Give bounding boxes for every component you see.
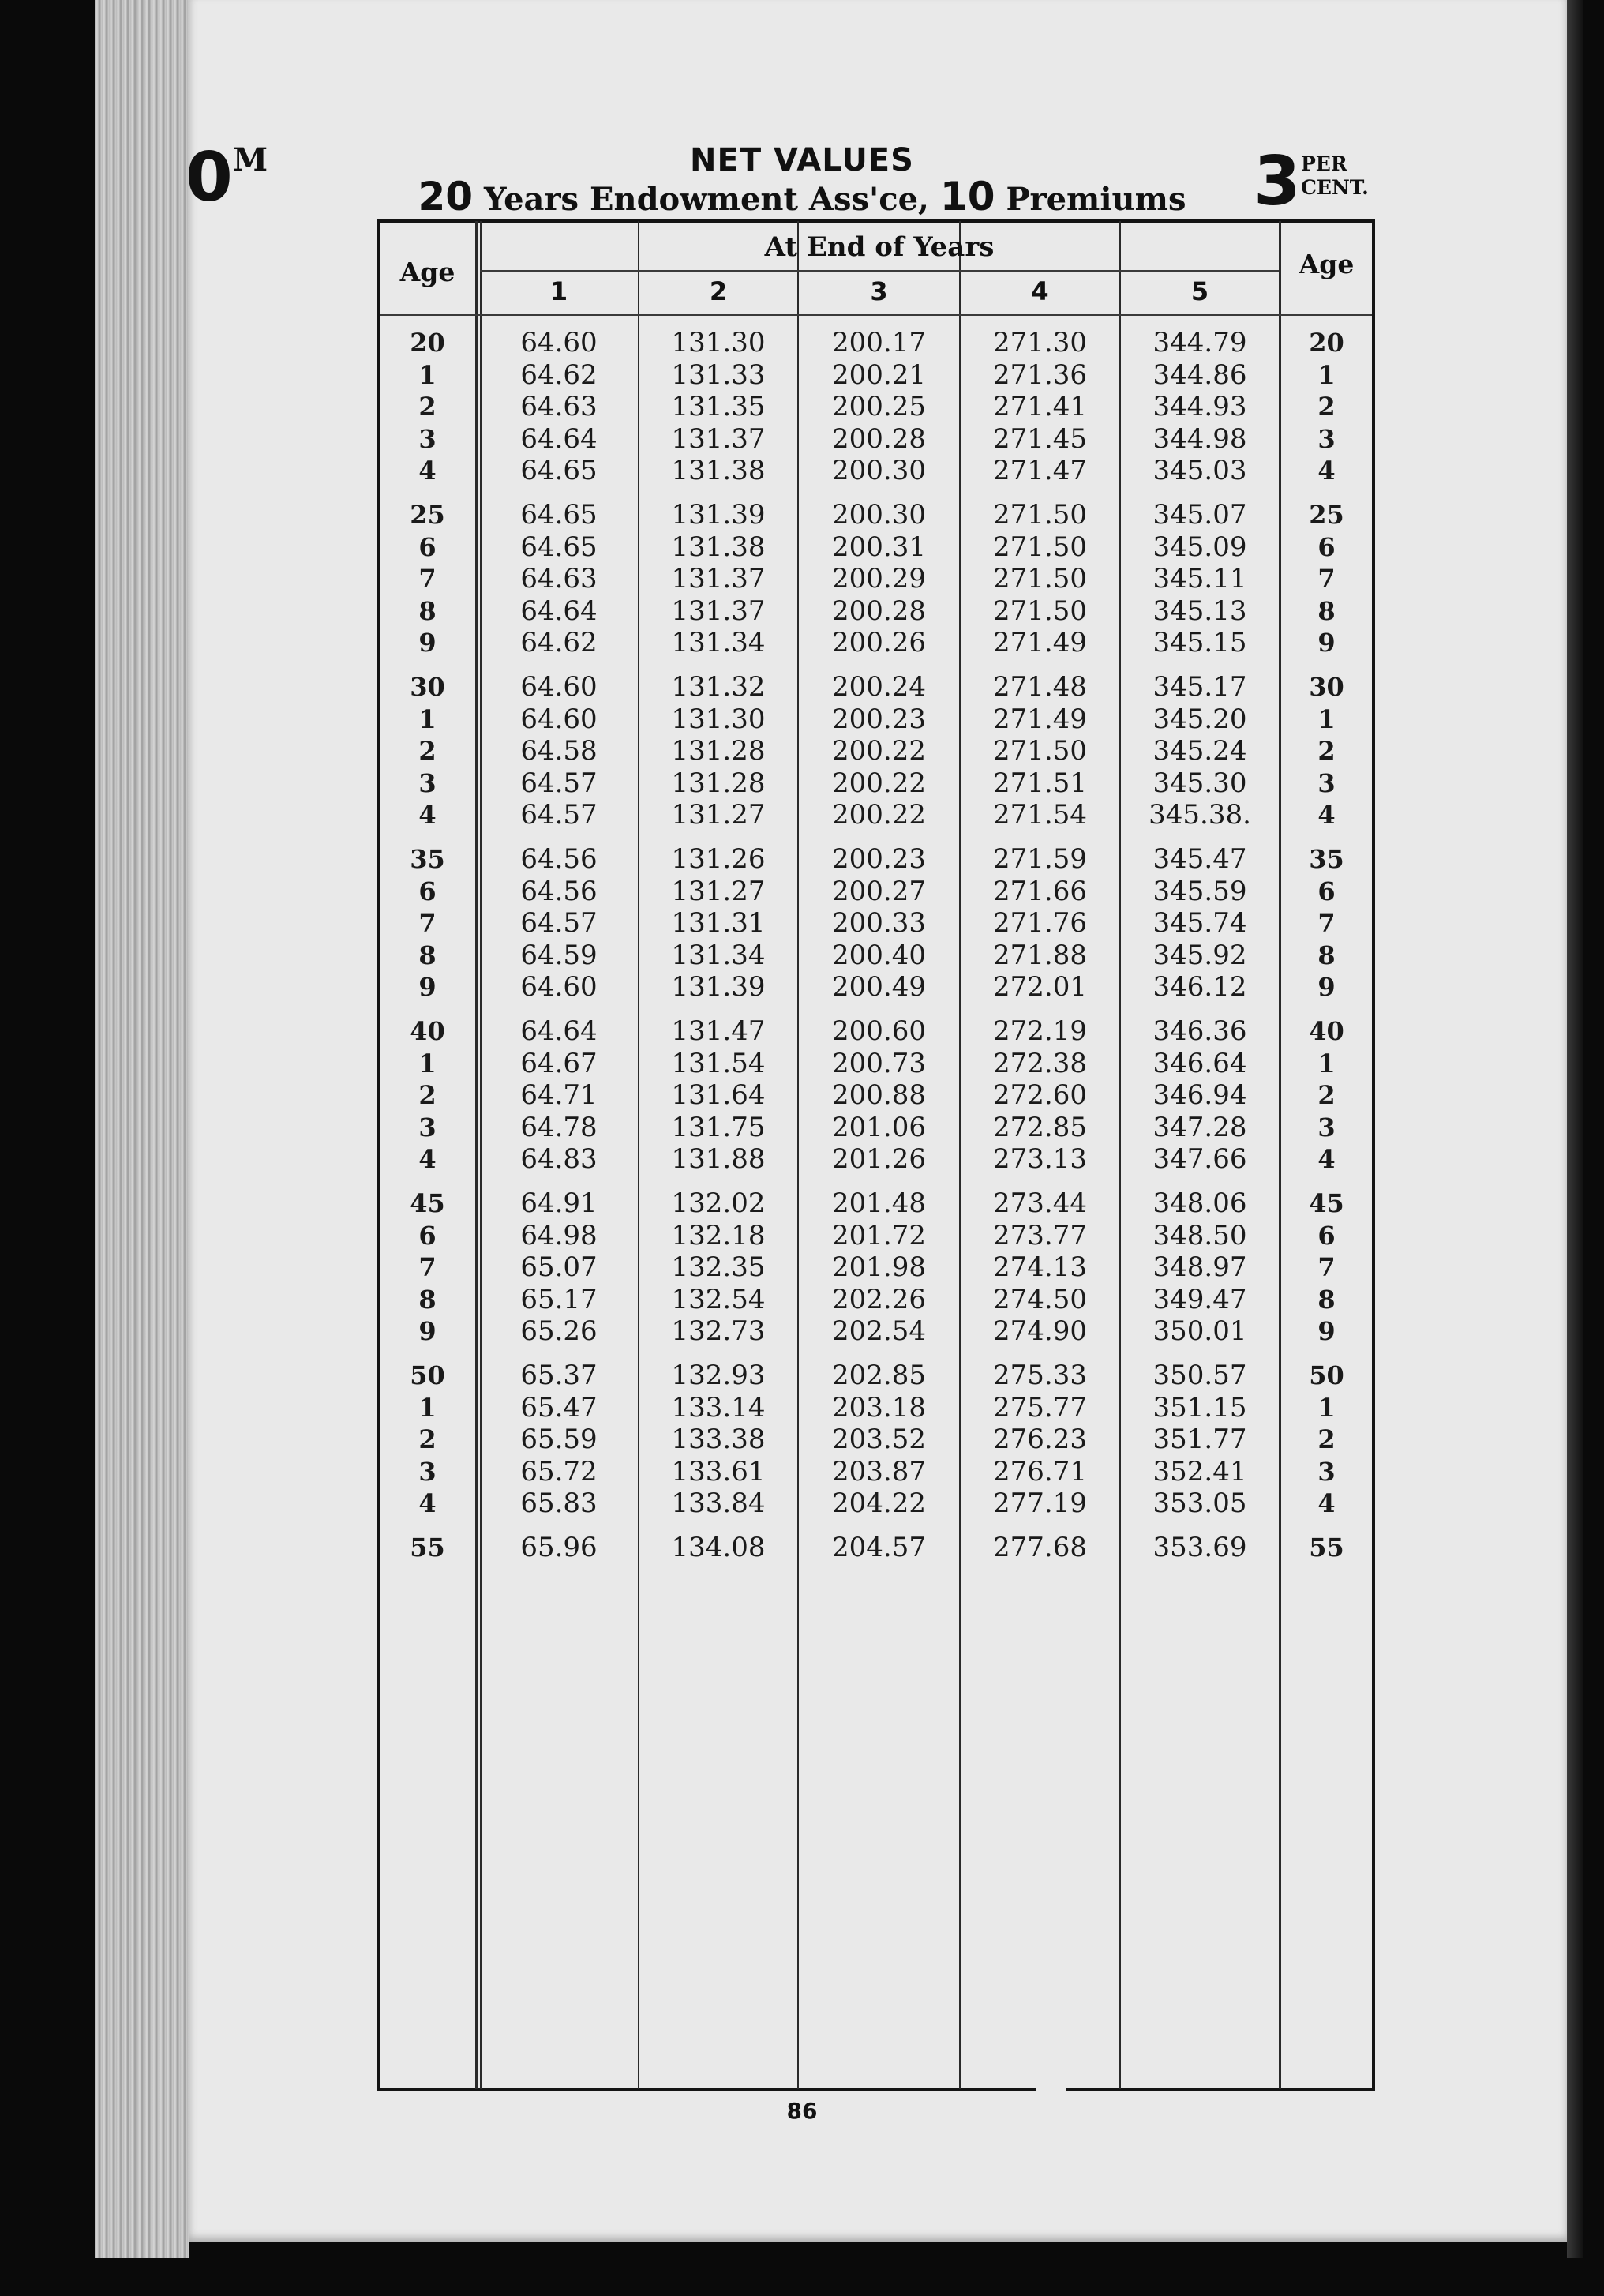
year-3-value: 200.22 bbox=[832, 735, 926, 767]
year-5-value: 349.47 bbox=[1152, 1283, 1247, 1315]
year-3-value: 200.88 bbox=[832, 1079, 926, 1112]
column-header-year-1: 1 bbox=[549, 276, 568, 306]
age-cell-left: 20 bbox=[410, 328, 445, 358]
year-3-value: 200.22 bbox=[832, 799, 926, 831]
frame-gap bbox=[1036, 2084, 1066, 2095]
age-cell-right: 6 bbox=[1317, 1220, 1336, 1251]
age-cell-left: 3 bbox=[418, 423, 437, 454]
year-2-value: 133.84 bbox=[671, 1488, 766, 1520]
age-cell-left: 3 bbox=[418, 1456, 437, 1487]
year-5-value: 346.12 bbox=[1152, 971, 1247, 1004]
age-cell-left: 1 bbox=[418, 703, 437, 734]
year-2-value: 131.26 bbox=[671, 843, 766, 875]
year-3-value: 200.17 bbox=[832, 327, 926, 358]
age-cell-left: 1 bbox=[418, 1392, 437, 1423]
age-cell-left: 8 bbox=[418, 940, 437, 970]
year-3-value: 200.25 bbox=[832, 391, 926, 423]
age-cell-left: 3 bbox=[418, 1112, 437, 1142]
year-3-value: 201.26 bbox=[832, 1143, 926, 1176]
column-header-year-3: 3 bbox=[870, 276, 888, 306]
year-1-value: 64.63 bbox=[520, 391, 598, 423]
page-number: 86 bbox=[786, 2098, 818, 2124]
year-1-value: 64.64 bbox=[520, 595, 598, 627]
age-cell-left: 6 bbox=[418, 1220, 437, 1251]
year-3-value: 200.33 bbox=[832, 907, 926, 940]
year-3-value: 200.30 bbox=[832, 455, 926, 487]
age-cell-right: 40 bbox=[1309, 1016, 1344, 1046]
year-3-value: 200.24 bbox=[832, 671, 926, 703]
year-4-value: 271.51 bbox=[993, 767, 1087, 799]
age-cell-right: 3 bbox=[1317, 1112, 1336, 1142]
age-cell-left: 7 bbox=[418, 1252, 437, 1283]
year-1-value: 64.91 bbox=[520, 1187, 598, 1219]
year-5-value: 345.07 bbox=[1152, 499, 1247, 531]
year-2-value: 131.39 bbox=[671, 499, 766, 531]
age-cell-left: 4 bbox=[418, 1488, 437, 1519]
year-4-value: 271.59 bbox=[993, 843, 1087, 875]
year-5-value: 345.47 bbox=[1152, 843, 1247, 875]
age-cell-left: 50 bbox=[410, 1360, 445, 1390]
age-cell-left: 40 bbox=[410, 1016, 445, 1046]
year-4-value: 271.41 bbox=[993, 391, 1087, 423]
age-cell-right: 8 bbox=[1317, 940, 1336, 970]
age-cell-left: 4 bbox=[418, 456, 437, 486]
year-4-value: 271.54 bbox=[993, 799, 1087, 831]
age-cell-right: 7 bbox=[1317, 564, 1336, 595]
age-cell-right: 50 bbox=[1309, 1360, 1344, 1390]
year-3-value: 203.52 bbox=[832, 1424, 926, 1456]
year-4-value: 271.45 bbox=[993, 422, 1087, 455]
age-cell-right: 3 bbox=[1317, 423, 1336, 454]
age-cell-right: 1 bbox=[1317, 703, 1336, 734]
year-2-value: 131.28 bbox=[671, 735, 766, 767]
age-cell-right: 8 bbox=[1317, 1284, 1336, 1315]
year-1-value: 64.63 bbox=[520, 563, 598, 595]
header-rule bbox=[380, 314, 1372, 316]
age-cell-left: 3 bbox=[418, 767, 437, 798]
year-4-value: 273.13 bbox=[993, 1143, 1087, 1176]
year-1-value: 64.64 bbox=[520, 422, 598, 455]
year-3-value: 200.29 bbox=[832, 563, 926, 595]
year-2-value: 131.64 bbox=[671, 1079, 766, 1112]
year-1-value: 64.57 bbox=[520, 767, 598, 799]
year-5-value: 353.69 bbox=[1152, 1532, 1247, 1563]
year-2-value: 131.37 bbox=[671, 422, 766, 455]
year-5-value: 345.59 bbox=[1152, 875, 1247, 907]
year-3-value: 203.87 bbox=[832, 1455, 926, 1488]
year-5-value: 345.09 bbox=[1152, 531, 1247, 563]
year-4-value: 275.33 bbox=[993, 1360, 1087, 1391]
year-2-value: 132.54 bbox=[671, 1283, 766, 1315]
column-header-year-4: 4 bbox=[1031, 276, 1049, 306]
year-4-value: 271.30 bbox=[993, 327, 1087, 358]
age-cell-left: 7 bbox=[418, 564, 437, 595]
age-cell-right: 30 bbox=[1309, 672, 1344, 702]
year-2-value: 131.34 bbox=[671, 627, 766, 659]
age-cell-right: 4 bbox=[1317, 800, 1336, 831]
year-1-value: 64.57 bbox=[520, 907, 598, 940]
year-1-value: 65.17 bbox=[520, 1283, 598, 1315]
age-header-right: Age bbox=[1299, 249, 1355, 279]
page-title: NET VALUES bbox=[690, 142, 914, 178]
year-5-value: 352.41 bbox=[1152, 1455, 1247, 1488]
year-3-value: 200.40 bbox=[832, 939, 926, 971]
year-1-value: 64.60 bbox=[520, 971, 598, 1004]
year-2-value: 131.30 bbox=[671, 703, 766, 735]
year-1-value: 65.07 bbox=[520, 1251, 598, 1284]
year-5-value: 346.36 bbox=[1152, 1015, 1247, 1047]
year-1-value: 64.65 bbox=[520, 499, 598, 531]
year-1-value: 64.64 bbox=[520, 1015, 598, 1047]
year-1-value: 64.56 bbox=[520, 875, 598, 907]
age-cell-right: 55 bbox=[1309, 1533, 1344, 1563]
year-5-value: 345.03 bbox=[1152, 455, 1247, 487]
year-4-value: 271.50 bbox=[993, 735, 1087, 767]
age-cell-right: 3 bbox=[1317, 767, 1336, 798]
age-cell-right: 2 bbox=[1317, 392, 1336, 422]
year-3-value: 200.28 bbox=[832, 422, 926, 455]
year-2-value: 133.14 bbox=[671, 1391, 766, 1424]
year-1-value: 64.65 bbox=[520, 455, 598, 487]
age-cell-right: 3 bbox=[1317, 1456, 1336, 1487]
age-cell-right: 2 bbox=[1317, 1424, 1336, 1455]
year-5-value: 353.05 bbox=[1152, 1488, 1247, 1520]
column-divider bbox=[475, 221, 478, 2089]
age-cell-left: 30 bbox=[410, 672, 445, 702]
age-cell-right: 7 bbox=[1317, 908, 1336, 939]
year-5-value: 348.50 bbox=[1152, 1219, 1247, 1251]
year-4-value: 271.48 bbox=[993, 671, 1087, 703]
age-cell-right: 9 bbox=[1317, 628, 1336, 658]
year-4-value: 273.44 bbox=[993, 1187, 1087, 1219]
age-cell-left: 2 bbox=[418, 1424, 437, 1455]
year-2-value: 131.54 bbox=[671, 1047, 766, 1079]
year-5-value: 345.20 bbox=[1152, 703, 1247, 735]
age-cell-left: 9 bbox=[418, 972, 437, 1003]
year-5-value: 345.17 bbox=[1152, 671, 1247, 703]
year-4-value: 271.50 bbox=[993, 499, 1087, 531]
year-1-value: 64.62 bbox=[520, 627, 598, 659]
year-4-value: 271.50 bbox=[993, 531, 1087, 563]
age-cell-right: 20 bbox=[1309, 328, 1344, 358]
year-2-value: 131.39 bbox=[671, 971, 766, 1004]
age-cell-right: 45 bbox=[1309, 1188, 1344, 1218]
year-2-value: 131.31 bbox=[671, 907, 766, 940]
year-2-value: 131.27 bbox=[671, 799, 766, 831]
year-4-value: 271.50 bbox=[993, 595, 1087, 627]
year-4-value: 271.66 bbox=[993, 875, 1087, 907]
year-5-value: 344.79 bbox=[1152, 327, 1247, 358]
age-cell-right: 1 bbox=[1317, 359, 1336, 390]
age-cell-left: 2 bbox=[418, 736, 437, 767]
age-cell-right: 1 bbox=[1317, 1392, 1336, 1423]
year-2-value: 132.73 bbox=[671, 1315, 766, 1348]
year-4-value: 272.38 bbox=[993, 1047, 1087, 1079]
year-3-value: 201.48 bbox=[832, 1187, 926, 1219]
year-5-value: 344.86 bbox=[1152, 358, 1247, 391]
year-3-value: 200.73 bbox=[832, 1047, 926, 1079]
year-4-value: 271.36 bbox=[993, 358, 1087, 391]
year-1-value: 64.60 bbox=[520, 327, 598, 358]
year-4-value: 274.13 bbox=[993, 1251, 1087, 1284]
year-3-value: 203.18 bbox=[832, 1391, 926, 1424]
year-1-value: 64.57 bbox=[520, 799, 598, 831]
year-1-value: 64.98 bbox=[520, 1219, 598, 1251]
age-cell-left: 7 bbox=[418, 908, 437, 939]
year-3-value: 200.27 bbox=[832, 875, 926, 907]
year-3-value: 201.06 bbox=[832, 1111, 926, 1143]
age-cell-left: 6 bbox=[418, 876, 437, 906]
age-cell-right: 6 bbox=[1317, 531, 1336, 562]
age-cell-right: 7 bbox=[1317, 1252, 1336, 1283]
age-cell-left: 9 bbox=[418, 1316, 437, 1347]
year-2-value: 131.32 bbox=[671, 671, 766, 703]
age-cell-left: 8 bbox=[418, 595, 437, 626]
year-5-value: 350.01 bbox=[1152, 1315, 1247, 1348]
year-5-value: 345.11 bbox=[1152, 563, 1247, 595]
year-2-value: 131.88 bbox=[671, 1143, 766, 1176]
year-4-value: 273.77 bbox=[993, 1219, 1087, 1251]
year-4-value: 272.01 bbox=[993, 971, 1087, 1004]
page-subtitle: 20 Years Endowment Ass'ce, 10 Premiums bbox=[418, 174, 1186, 219]
age-cell-right: 1 bbox=[1317, 1048, 1336, 1079]
age-cell-left: 6 bbox=[418, 531, 437, 562]
year-1-value: 64.60 bbox=[520, 671, 598, 703]
year-1-value: 64.59 bbox=[520, 939, 598, 971]
year-4-value: 274.90 bbox=[993, 1315, 1087, 1348]
header-rule bbox=[480, 270, 1279, 272]
age-cell-left: 35 bbox=[410, 844, 445, 874]
year-3-value: 200.49 bbox=[832, 971, 926, 1004]
year-4-value: 271.49 bbox=[993, 703, 1087, 735]
year-2-value: 134.08 bbox=[671, 1532, 766, 1563]
age-cell-left: 45 bbox=[410, 1188, 445, 1218]
year-3-value: 204.57 bbox=[832, 1532, 926, 1563]
age-cell-right: 2 bbox=[1317, 1080, 1336, 1111]
year-1-value: 65.37 bbox=[520, 1360, 598, 1391]
year-5-value: 345.92 bbox=[1152, 939, 1247, 971]
year-4-value: 271.47 bbox=[993, 455, 1087, 487]
year-1-value: 65.47 bbox=[520, 1391, 598, 1424]
year-3-value: 202.54 bbox=[832, 1315, 926, 1348]
year-2-value: 131.47 bbox=[671, 1015, 766, 1047]
year-2-value: 131.27 bbox=[671, 875, 766, 907]
column-header-year-5: 5 bbox=[1190, 276, 1209, 306]
year-5-value: 347.28 bbox=[1152, 1111, 1247, 1143]
year-3-value: 202.26 bbox=[832, 1283, 926, 1315]
age-cell-left: 4 bbox=[418, 800, 437, 831]
year-3-value: 200.22 bbox=[832, 767, 926, 799]
year-4-value: 276.71 bbox=[993, 1455, 1087, 1488]
year-2-value: 131.30 bbox=[671, 327, 766, 358]
year-3-value: 200.30 bbox=[832, 499, 926, 531]
section-mark: $0^M$ bbox=[186, 138, 267, 217]
year-4-value: 276.23 bbox=[993, 1424, 1087, 1456]
year-1-value: 65.96 bbox=[520, 1532, 598, 1563]
year-2-value: 131.37 bbox=[671, 595, 766, 627]
year-2-value: 132.93 bbox=[671, 1360, 766, 1391]
year-1-value: 65.59 bbox=[520, 1424, 598, 1456]
year-1-value: 64.56 bbox=[520, 843, 598, 875]
year-2-value: 131.38 bbox=[671, 531, 766, 563]
year-3-value: 201.72 bbox=[832, 1219, 926, 1251]
year-5-value: 351.15 bbox=[1152, 1391, 1247, 1424]
year-3-value: 200.21 bbox=[832, 358, 926, 391]
age-cell-left: 2 bbox=[418, 392, 437, 422]
year-4-value: 271.88 bbox=[993, 939, 1087, 971]
age-cell-right: 4 bbox=[1317, 1488, 1336, 1519]
age-cell-right: 4 bbox=[1317, 1144, 1336, 1175]
interest-rate-label: PER CENT. bbox=[1301, 152, 1369, 199]
year-2-value: 132.35 bbox=[671, 1251, 766, 1284]
year-2-value: 131.28 bbox=[671, 767, 766, 799]
column-header-year-2: 2 bbox=[709, 276, 728, 306]
year-1-value: 64.62 bbox=[520, 358, 598, 391]
year-1-value: 64.58 bbox=[520, 735, 598, 767]
year-3-value: 200.60 bbox=[832, 1015, 926, 1047]
year-4-value: 275.77 bbox=[993, 1391, 1087, 1424]
year-1-value: 64.65 bbox=[520, 531, 598, 563]
year-4-value: 272.19 bbox=[993, 1015, 1087, 1047]
year-3-value: 204.22 bbox=[832, 1488, 926, 1520]
age-cell-left: 9 bbox=[418, 628, 437, 658]
year-5-value: 347.66 bbox=[1152, 1143, 1247, 1176]
year-2-value: 131.75 bbox=[671, 1111, 766, 1143]
age-cell-right: 25 bbox=[1309, 500, 1344, 530]
year-5-value: 348.97 bbox=[1152, 1251, 1247, 1284]
year-5-value: 350.57 bbox=[1152, 1360, 1247, 1391]
age-cell-right: 2 bbox=[1317, 736, 1336, 767]
year-2-value: 133.61 bbox=[671, 1455, 766, 1488]
year-3-value: 200.23 bbox=[832, 843, 926, 875]
year-5-value: 346.64 bbox=[1152, 1047, 1247, 1079]
year-5-value: 345.13 bbox=[1152, 595, 1247, 627]
age-cell-left: 2 bbox=[418, 1080, 437, 1111]
age-cell-right: 9 bbox=[1317, 972, 1336, 1003]
year-2-value: 131.35 bbox=[671, 391, 766, 423]
year-4-value: 277.19 bbox=[993, 1488, 1087, 1520]
year-2-value: 131.38 bbox=[671, 455, 766, 487]
age-cell-left: 1 bbox=[418, 1048, 437, 1079]
year-5-value: 348.06 bbox=[1152, 1187, 1247, 1219]
age-cell-right: 6 bbox=[1317, 876, 1336, 906]
year-3-value: 200.26 bbox=[832, 627, 926, 659]
year-3-value: 200.23 bbox=[832, 703, 926, 735]
age-cell-left: 1 bbox=[418, 359, 437, 390]
year-4-value: 274.50 bbox=[993, 1283, 1087, 1315]
year-5-value: 345.38. bbox=[1149, 799, 1251, 831]
year-5-value: 344.93 bbox=[1152, 391, 1247, 423]
year-5-value: 351.77 bbox=[1152, 1424, 1247, 1456]
year-2-value: 133.38 bbox=[671, 1424, 766, 1456]
book-page-edges bbox=[95, 0, 189, 2258]
interest-rate: 3 bbox=[1254, 142, 1301, 221]
book-gutter bbox=[1567, 0, 1583, 2258]
year-1-value: 65.72 bbox=[520, 1455, 598, 1488]
year-3-value: 201.98 bbox=[832, 1251, 926, 1284]
year-2-value: 131.33 bbox=[671, 358, 766, 391]
year-1-value: 65.26 bbox=[520, 1315, 598, 1348]
year-1-value: 64.83 bbox=[520, 1143, 598, 1176]
at-end-of-years-header: At End of Years bbox=[764, 231, 995, 263]
age-cell-left: 8 bbox=[418, 1284, 437, 1315]
year-4-value: 271.49 bbox=[993, 627, 1087, 659]
year-2-value: 131.37 bbox=[671, 563, 766, 595]
year-4-value: 277.68 bbox=[993, 1532, 1087, 1563]
year-5-value: 345.30 bbox=[1152, 767, 1247, 799]
age-cell-right: 9 bbox=[1317, 1316, 1336, 1347]
age-cell-right: 35 bbox=[1309, 844, 1344, 874]
year-1-value: 64.78 bbox=[520, 1111, 598, 1143]
year-4-value: 271.50 bbox=[993, 563, 1087, 595]
year-5-value: 345.24 bbox=[1152, 735, 1247, 767]
age-cell-left: 4 bbox=[418, 1144, 437, 1175]
year-2-value: 132.02 bbox=[671, 1187, 766, 1219]
year-5-value: 345.15 bbox=[1152, 627, 1247, 659]
year-5-value: 344.98 bbox=[1152, 422, 1247, 455]
year-5-value: 345.74 bbox=[1152, 907, 1247, 940]
age-header-left: Age bbox=[399, 257, 455, 287]
age-cell-right: 4 bbox=[1317, 456, 1336, 486]
year-1-value: 64.71 bbox=[520, 1079, 598, 1112]
year-3-value: 202.85 bbox=[832, 1360, 926, 1391]
age-cell-right: 8 bbox=[1317, 595, 1336, 626]
age-cell-left: 25 bbox=[410, 500, 445, 530]
year-1-value: 64.60 bbox=[520, 703, 598, 735]
year-2-value: 131.34 bbox=[671, 939, 766, 971]
year-1-value: 65.83 bbox=[520, 1488, 598, 1520]
year-4-value: 271.76 bbox=[993, 907, 1087, 940]
year-5-value: 346.94 bbox=[1152, 1079, 1247, 1112]
year-3-value: 200.28 bbox=[832, 595, 926, 627]
year-1-value: 64.67 bbox=[520, 1047, 598, 1079]
year-4-value: 272.85 bbox=[993, 1111, 1087, 1143]
year-2-value: 132.18 bbox=[671, 1219, 766, 1251]
year-4-value: 272.60 bbox=[993, 1079, 1087, 1112]
year-3-value: 200.31 bbox=[832, 531, 926, 563]
age-cell-left: 55 bbox=[410, 1533, 445, 1563]
